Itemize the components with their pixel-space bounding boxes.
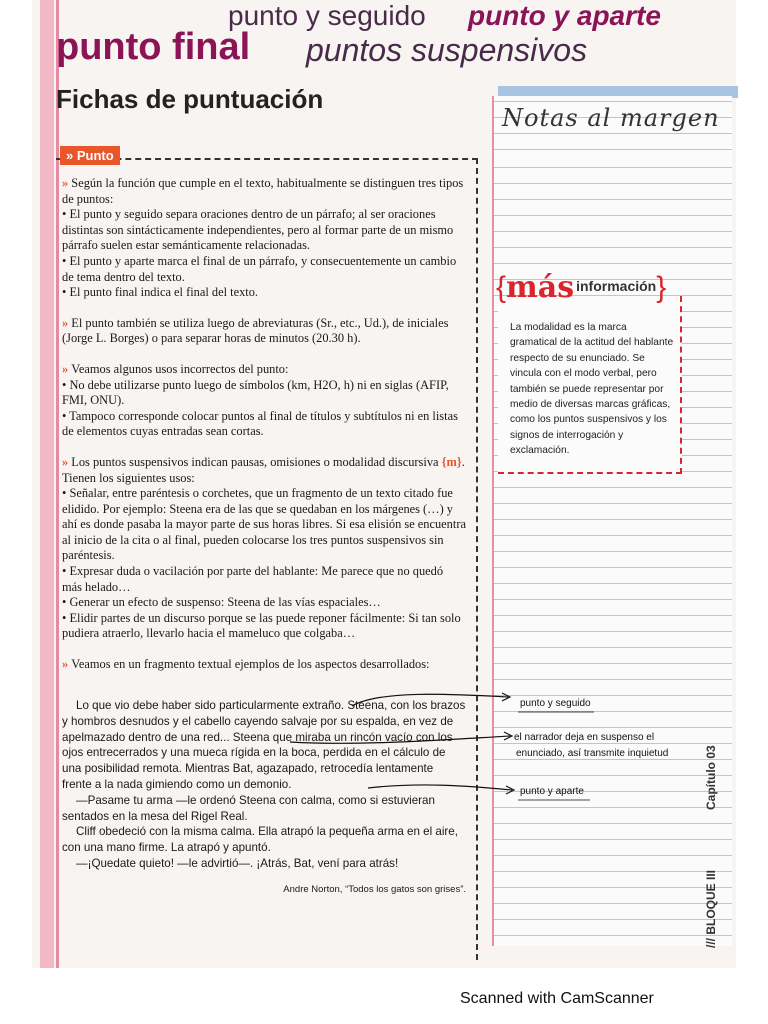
brace-left-icon: {: [496, 271, 507, 304]
citation: Andre Norton, “Todos los gatos son grises”.: [283, 883, 466, 895]
annotation-punto-aparte: punto y aparte: [520, 786, 584, 797]
bloque-label: /// BLOQUE III: [704, 869, 718, 948]
bullet-marker: »: [62, 454, 72, 469]
section-tag: » Punto: [60, 146, 120, 165]
capitulo-label: Capítulo 03: [704, 745, 718, 810]
bullet-item: •: [62, 207, 70, 222]
paragraph-abreviaturas: » El punto también se utiliza luego de abreviaturas (Sr., etc., Ud.), de iniciales (Jorge L. Borges) o para separar horas de minutos (20.30 h).: [62, 315, 449, 346]
paragraph-suspensivos: » Los puntos suspensivos indican pausas, omisiones o modalidad discursiva {m}. Tienen los siguientes usos: • Señalar, entre paréntesis o corchetes, que un fragmento de un texto citado fue elidido. Por ejemplo: Steena era de las que se quedaban en los márgenes (…) y ahí es donde pasaba la mayor parte de sus horas libres. Si esa elisión se encuentra al inicio de la cita o al final, pueden colocarse los tres puntos suspensivos sin paréntesis. • Expresar duda o vacilación por parte del hablante: Me parece que no quedó más helado… • Generar un efecto de suspenso: Steena de las vías espaciales… • Elidir partes de un discurso porque se las puede reponer fácilmente: Si tan solo pudiera atraerlo, llevarlo hacia el mameluco que colgaba…: [62, 454, 466, 641]
page-title: Fichas de puntuación: [56, 84, 324, 114]
fragment-paragraph: —¡Quedate quieto! —le advirtió—. ¡Atrás, Bat, vení para atrás!: [76, 856, 399, 870]
paragraph-ejemplos: » Veamos en un fragmento textual ejemplos de los aspectos desarrollados:: [62, 657, 430, 672]
scanner-watermark: Scanned with CamScanner: [460, 990, 654, 1007]
modalidad-tag: {m}: [441, 454, 462, 469]
bullet-item: •: [62, 595, 70, 610]
paragraph-incorrectos: » Veamos algunos usos incorrectos del punto: • No debe utilizarse punto luego de símbolos (km, H2O, h) ni en siglas (AFIP, FMI, ONU). • Tampoco corresponde colocar puntos al final de títulos y subtítulos ni en listas de elementos cuyas entradas sean cortas.: [62, 361, 458, 439]
bullet-marker: »: [62, 315, 72, 330]
chapter-sidebar: [700, 720, 726, 950]
arrow-punto-aparte: [368, 785, 512, 790]
header-puntos-suspensivos: puntos suspensivos: [306, 32, 588, 68]
header-punto-aparte: punto y aparte: [468, 0, 661, 31]
notes-title: Notas al margen: [502, 104, 720, 132]
bullet-marker: »: [62, 657, 72, 672]
arrow-punto-seguido: [352, 694, 508, 706]
header-punto-seguido: punto y seguido: [228, 0, 426, 31]
fragment-paragraph: —Pasame tu arma —le ordenó Steena con calma, como si estuvieran sentados en la mesa del Rigel Real.: [62, 793, 435, 823]
mas-informacion-text: La modalidad es la marca gramatical de la actitud del hablante respecto de su enunciado. Se vincula con el modo verbal, pero también se puede representar por medio de diversas marcas gráficas, como los puntos suspensivos y los signos de interrogación y exclamación.: [510, 322, 674, 457]
annotation-suspenso-line1: el narrador deja en suspenso el: [514, 732, 655, 743]
bullet-item: •: [62, 564, 70, 579]
bullet-item: •: [62, 253, 70, 268]
annotation-suspenso-line2: enunciado, así transmite inquietud: [516, 748, 669, 759]
annotation-punto-seguido: punto y seguido: [520, 698, 591, 709]
bullet-item: •: [62, 486, 70, 501]
arrow-suspenso: [290, 736, 510, 743]
informacion-label: información: [576, 278, 657, 294]
bullet-item: •: [62, 377, 70, 392]
mas-logo: más: [506, 270, 575, 305]
bullet-item: •: [62, 408, 70, 423]
header-punto-final: punto final: [56, 26, 251, 68]
bullet-item: •: [62, 610, 70, 625]
bullet-marker: »: [62, 361, 72, 376]
brace-right-icon: }: [656, 271, 667, 304]
fragment-paragraph: Cliff obedeció con la misma calma. Ella atrapó la pequeña arma en el aire, con una mano firme. La atrapó y apuntó.: [62, 825, 458, 855]
bullet-marker: »: [62, 176, 72, 190]
fragment-paragraph: Lo que vio debe haber sido particularmente extraño. Steena, con los brazos y hombros desnudos y el cabello cayendo salvaje por su espalda, en vez de apelmazado dentro de una red... Steena que miraba un rincón vacío con los ojos entrecerrados y una mueca rígida en la boca, perdida en el cálculo de una posibilidad remota. Mientras Bat, agazapado, retrocedía lentamente frente a la nada gimiendo como un demonio.: [62, 699, 466, 791]
bullet-item: •: [62, 285, 70, 300]
paragraph-tipos: » Según la función que cumple en el texto, habitualmente se distinguen tres tipos de puntos: • El punto y seguido separa oraciones dentro de un párrafo; al ser oraciones distintas son sintácticamente independientes, pero al formar parte de un mismo párrafo suelen estar semánticamente relacionadas. • El punto y aparte marca el final de un párrafo, y consecuentemente un cambio de tema dentro del texto. • El punto final indica el final del texto.: [62, 176, 464, 300]
